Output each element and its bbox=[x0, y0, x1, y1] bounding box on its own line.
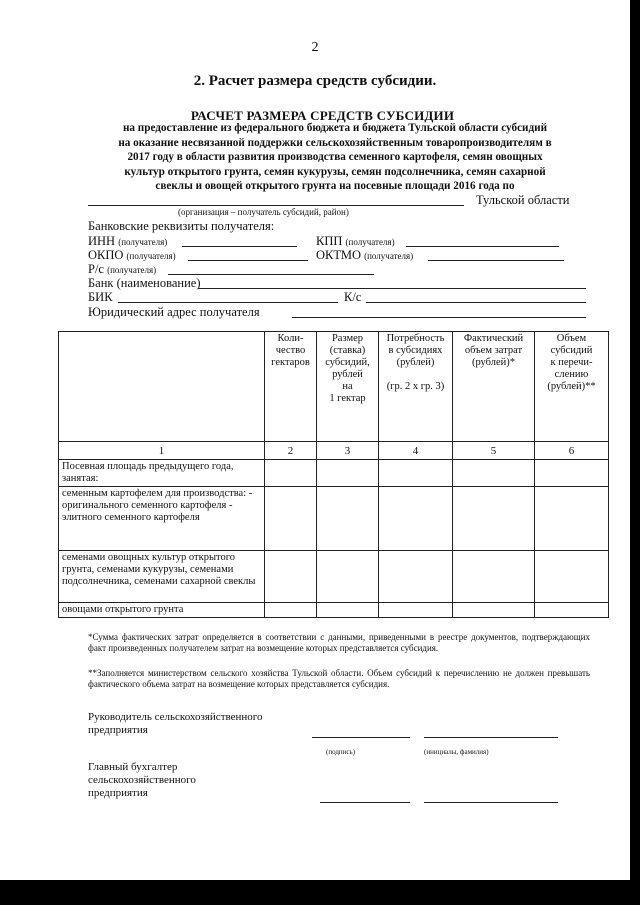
table-cell[interactable] bbox=[317, 460, 379, 487]
column-number: 6 bbox=[535, 442, 609, 460]
row-label: овощами открытого грунта bbox=[59, 603, 265, 618]
accountant-signature-label: Главный бухгалтер сельскохозяйственного предприятия bbox=[88, 761, 196, 799]
organization-caption: (организация – получатель субсидий, район) bbox=[178, 207, 349, 217]
header-line: к перечи- bbox=[550, 357, 593, 368]
head-name-field[interactable] bbox=[424, 737, 558, 738]
header-actual-costs bbox=[453, 332, 535, 442]
subsidy-table bbox=[58, 331, 609, 618]
kpp-label bbox=[316, 234, 395, 249]
oktmo-text: ОКТМО bbox=[316, 248, 361, 262]
oktmo-note: (получателя) bbox=[364, 251, 414, 261]
rs-field[interactable] bbox=[168, 274, 374, 275]
head-signature-caption: (подпись) bbox=[326, 748, 356, 756]
header-line: (ставка) bbox=[329, 345, 366, 356]
column-number-row bbox=[59, 442, 609, 460]
inn-text: ИНН bbox=[88, 234, 116, 248]
rs-note: (получателя) bbox=[107, 265, 157, 275]
header-line: 1 гектар bbox=[329, 393, 366, 404]
inn-label bbox=[88, 234, 167, 249]
table-cell[interactable] bbox=[265, 487, 317, 551]
page-number: 2 bbox=[311, 40, 319, 55]
header-line: гектаров bbox=[271, 357, 310, 368]
table-cell[interactable] bbox=[317, 487, 379, 551]
bank-field[interactable] bbox=[198, 288, 586, 289]
header-line: Объем bbox=[556, 333, 587, 344]
scan-edge-bottom bbox=[0, 880, 640, 905]
ks-label: К/с bbox=[344, 290, 362, 304]
table-row bbox=[59, 603, 609, 618]
row-label: Посевная площадь предыдущего года, занятая: bbox=[59, 460, 265, 487]
header-line: объем затрат bbox=[464, 345, 523, 356]
kpp-field[interactable] bbox=[406, 246, 559, 247]
column-number: 2 bbox=[265, 442, 317, 460]
table-row bbox=[59, 460, 609, 487]
bik-label: БИК bbox=[88, 290, 113, 304]
okpo-label bbox=[88, 248, 176, 263]
footnote-ministry: **Заполняется министерством сельского хозяйства Тульской области. Объем субсидий к перечислению не должен превышать фактического объема затрат на возмещение которых представляется субсидия. bbox=[88, 668, 590, 690]
okpo-note: (получателя) bbox=[126, 251, 176, 261]
form-title: РАСЧЕТ РАЗМЕРА СРЕДСТВ СУБСИДИИ bbox=[190, 108, 455, 123]
header-line: Фактический bbox=[463, 333, 524, 344]
subtitle-line: на предоставление из федерального бюджета и бюджета Тульской области субсидий bbox=[122, 122, 548, 134]
rs-text: Р/с bbox=[88, 262, 104, 276]
table-cell[interactable] bbox=[535, 487, 609, 551]
head-signature-field[interactable] bbox=[312, 737, 410, 738]
subtitle-line: свеклы и овощей открытого грунта на посевные площади 2016 года по bbox=[155, 180, 515, 193]
header-line: Коли- bbox=[277, 333, 304, 344]
region-suffix: Тульской области bbox=[476, 193, 570, 207]
header-line: субсидий, bbox=[325, 357, 370, 368]
header-line: Потребность bbox=[386, 333, 445, 344]
row-label: семенным картофелем для производства: - оригинального семенного картофеля - элитного семенного картофеля bbox=[59, 487, 265, 551]
header-line: в субсидиях bbox=[388, 345, 443, 356]
inn-field[interactable] bbox=[182, 246, 297, 247]
legal-address-label: Юридический адрес получателя bbox=[88, 305, 260, 319]
accountant-name-field[interactable] bbox=[424, 802, 558, 803]
bik-field[interactable] bbox=[118, 302, 338, 303]
table-cell[interactable] bbox=[265, 460, 317, 487]
table-cell[interactable] bbox=[379, 603, 453, 618]
table-cell[interactable] bbox=[535, 603, 609, 618]
head-signature-label: Руководитель сельскохозяйственного предприятия bbox=[88, 711, 263, 736]
table-cell[interactable] bbox=[535, 551, 609, 603]
header-empty bbox=[59, 332, 265, 442]
header-line: (рублей)** bbox=[547, 381, 596, 392]
ks-field[interactable] bbox=[366, 302, 586, 303]
header-line: чество bbox=[275, 345, 306, 356]
header-line: слению bbox=[554, 369, 589, 380]
table-cell[interactable] bbox=[453, 603, 535, 618]
header-need bbox=[379, 332, 453, 442]
header-line: (гр. 2 х гр. 3) bbox=[386, 381, 445, 392]
column-number: 5 bbox=[453, 442, 535, 460]
header-line: Размер bbox=[331, 333, 364, 344]
column-number: 3 bbox=[317, 442, 379, 460]
table-cell[interactable] bbox=[317, 603, 379, 618]
row-label: семенами овощных культур открытого грунта, семенами кукурузы, семенами подсолнечника, семенами сахарной свеклы bbox=[59, 551, 265, 603]
bank-details-label: Банковские реквизиты получателя: bbox=[88, 219, 275, 233]
okpo-field[interactable] bbox=[188, 260, 308, 261]
header-line: (рублей)* bbox=[471, 357, 516, 368]
kpp-note: (получателя) bbox=[345, 237, 395, 247]
header-line: рублей bbox=[332, 369, 363, 380]
header-spacer bbox=[382, 369, 449, 381]
bank-label: Банк (наименование) bbox=[88, 276, 201, 290]
subtitle-line: 2017 году в области развития производства семенного картофеля, семян овощных bbox=[127, 151, 543, 164]
table-row bbox=[59, 487, 609, 551]
subtitle-line: культур открытого грунта, семян кукурузы, семян подсолнечника, семян сахарной bbox=[124, 165, 546, 178]
table-cell[interactable] bbox=[379, 487, 453, 551]
table-cell[interactable] bbox=[265, 603, 317, 618]
kpp-text: КПП bbox=[316, 234, 343, 248]
inn-note: (получателя) bbox=[118, 237, 168, 247]
legal-address-field[interactable] bbox=[292, 317, 586, 318]
header-line: (рублей) bbox=[396, 357, 435, 368]
header-transfer-volume bbox=[535, 332, 609, 442]
header-line: на bbox=[342, 381, 353, 392]
column-number: 4 bbox=[379, 442, 453, 460]
header-line: субсидий bbox=[550, 345, 593, 356]
column-number: 1 bbox=[59, 442, 265, 460]
table-cell[interactable] bbox=[317, 551, 379, 603]
accountant-signature-field[interactable] bbox=[320, 802, 410, 803]
table-row bbox=[59, 551, 609, 603]
form-subtitle bbox=[80, 121, 590, 194]
okpo-text: ОКПО bbox=[88, 248, 124, 262]
table-cell[interactable] bbox=[535, 460, 609, 487]
table-cell[interactable] bbox=[453, 460, 535, 487]
table-cell[interactable] bbox=[265, 551, 317, 603]
table-cell[interactable] bbox=[453, 487, 535, 551]
head-name-caption: (инициалы, фамилия) bbox=[424, 748, 489, 756]
section-heading: 2. Расчет размера средств субсидии. bbox=[193, 73, 437, 89]
table-cell[interactable] bbox=[379, 551, 453, 603]
table-header-row bbox=[59, 332, 609, 442]
header-rate bbox=[317, 332, 379, 442]
oktmo-label bbox=[316, 248, 413, 263]
table-cell[interactable] bbox=[379, 460, 453, 487]
table-cell[interactable] bbox=[453, 551, 535, 603]
subtitle-line: на оказание несвязанной поддержки сельскохозяйственным товаропроизводителям в bbox=[118, 136, 552, 149]
organization-field[interactable] bbox=[88, 205, 464, 206]
footnote-actual-costs: *Сумма фактических затрат определяется в соответствии с данными, приведенными в реестре документов, подтверждающих факт произведенных получателем затрат на возмещение которых представляется субсидия. bbox=[88, 632, 590, 654]
scan-edge-right bbox=[630, 0, 640, 905]
oktmo-field[interactable] bbox=[428, 260, 564, 261]
header-hectares bbox=[265, 332, 317, 442]
rs-label bbox=[88, 262, 156, 277]
